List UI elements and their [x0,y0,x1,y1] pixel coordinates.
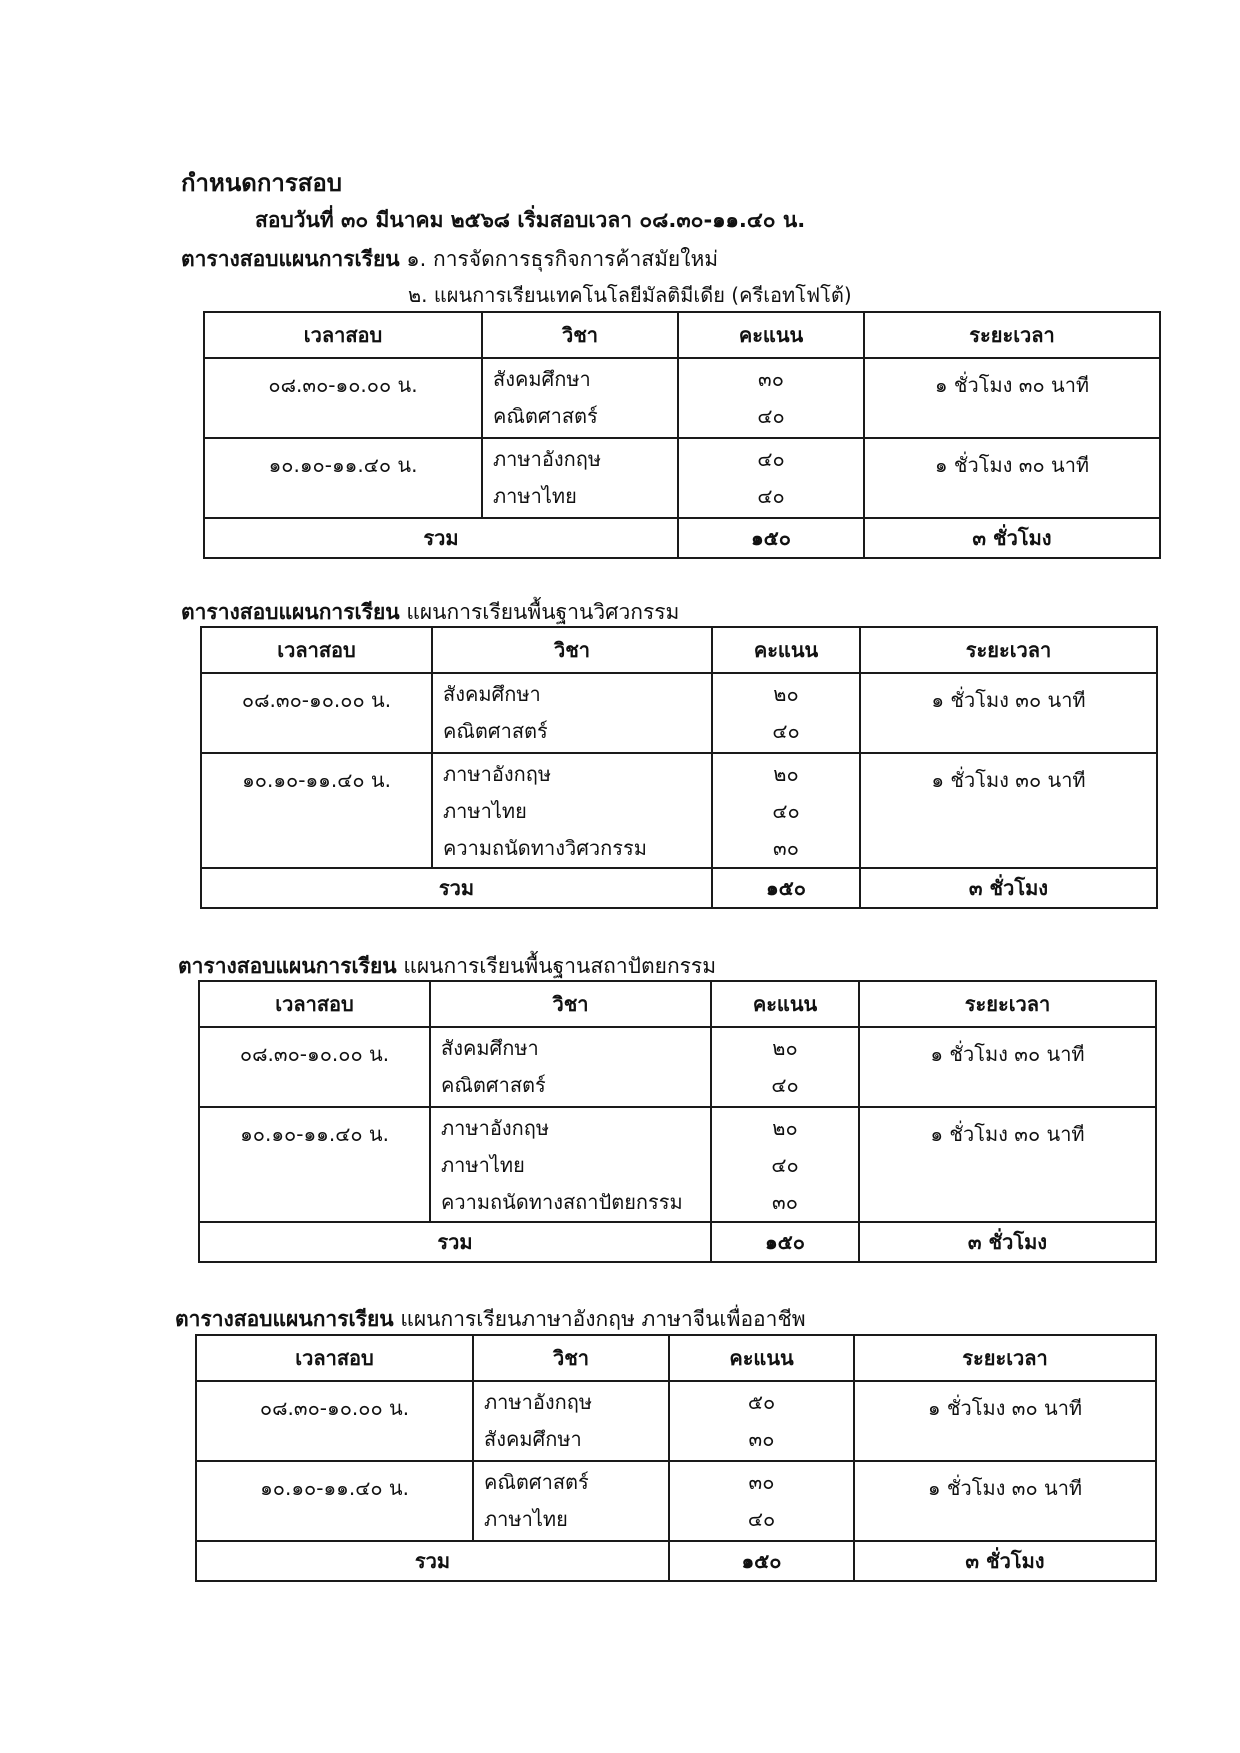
table-header-row [201,627,1157,673]
subject-score: ๒๐ [772,1116,798,1140]
period-time: ๑๐.๑๐-๑๑.๔๐ น. [204,438,482,518]
period-duration: ๑ ชั่วโมง ๓๐ นาที [854,1461,1156,1541]
column-header-subject: วิชา [430,981,711,1027]
column-header-score: คะแนน [711,981,859,1027]
column-header-score: คะแนน [669,1335,854,1381]
subject-list [482,438,678,518]
subject-name: สังคมศึกษา [493,367,591,391]
total-label: รวม [196,1541,669,1581]
section-title-desc: แผนการเรียนภาษาอังกฤษ ภาษาจีนเพื่ออาชีพ [400,1307,806,1331]
column-header-score: คะแนน [678,312,864,358]
subject-list [473,1381,669,1461]
subject-score: ๒๐ [772,1036,798,1060]
period-time: ๐๘.๓๐-๑๐.๐๐ น. [204,358,482,438]
subject-score: ๓๐ [773,836,799,860]
total-score: ๑๕๐ [678,518,864,558]
total-row [199,1222,1156,1262]
section-1-title [181,243,718,276]
section-title-desc: แผนการเรียนพื้นฐานสถาปัตยกรรม [403,954,717,978]
subject-score: ๓๐ [748,1470,775,1494]
subject-name: คณิตศาสตร์ [484,1470,589,1494]
table-row [196,1381,1156,1461]
subject-name: ภาษาไทย [493,484,577,508]
subject-score: ๓๐ [772,1190,798,1214]
table-row [204,358,1160,438]
score-list [711,1027,859,1107]
section-title-prefix: ตารางสอบแผนการเรียน [181,247,400,271]
table-header-row [199,981,1156,1027]
total-label: รวม [201,868,712,908]
subject-score: ๓๐ [748,1427,775,1451]
total-row [196,1541,1156,1581]
table-row [199,1027,1156,1107]
subject-name: คณิตศาสตร์ [493,404,598,428]
subject-list [430,1027,711,1107]
score-list [678,438,864,518]
subject-score: ๔๐ [757,404,785,428]
subject-score: ๔๐ [757,484,785,508]
column-header-duration: ระยะเวลา [854,1335,1156,1381]
total-duration: ๓ ชั่วโมง [854,1541,1156,1581]
total-duration: ๓ ชั่วโมง [859,1222,1156,1262]
section-4-title [175,1303,806,1336]
period-time: ๐๘.๓๐-๑๐.๐๐ น. [199,1027,430,1107]
period-time: ๐๘.๓๐-๑๐.๐๐ น. [196,1381,473,1461]
total-row [201,868,1157,908]
section-title-prefix: ตารางสอบแผนการเรียน [181,600,400,624]
subject-name: ภาษาไทย [443,799,527,823]
table-row [196,1461,1156,1541]
exam-table-2 [200,626,1158,909]
total-score: ๑๕๐ [712,868,860,908]
column-header-duration: ระยะเวลา [860,627,1157,673]
table-row [201,673,1157,753]
score-list [669,1461,854,1541]
subject-score: ๕๐ [747,1390,776,1414]
total-label: รวม [204,518,678,558]
total-duration: ๓ ชั่วโมง [864,518,1160,558]
table-header-row [196,1335,1156,1381]
period-duration: ๑ ชั่วโมง ๓๐ นาที [854,1381,1156,1461]
section-2-title [181,596,679,629]
exam-table-3 [198,980,1157,1263]
section-1-title-line2: ๒. แผนการเรียนเทคโนโลยีมัลติมีเดีย (ครีเอทโฟโต้) [408,283,852,307]
column-header-time: เวลาสอบ [199,981,430,1027]
score-list [669,1381,854,1461]
subject-score: ๒๐ [773,682,799,706]
subject-name: ภาษาอังกฤษ [441,1116,550,1140]
subject-name: สังคมศึกษา [441,1036,539,1060]
subject-name: สังคมศึกษา [484,1427,582,1451]
subject-score: ๔๐ [747,1507,776,1531]
column-header-duration: ระยะเวลา [864,312,1160,358]
section-title-prefix: ตารางสอบแผนการเรียน [175,1307,394,1331]
table-row [204,438,1160,518]
subject-list [473,1461,669,1541]
period-duration: ๑ ชั่วโมง ๓๐ นาที [864,438,1160,518]
subject-name: คณิตศาสตร์ [443,719,548,743]
subject-list [432,753,712,868]
score-list [678,358,864,438]
subject-name: ภาษาไทย [441,1153,525,1177]
period-time: ๑๐.๑๐-๑๑.๔๐ น. [196,1461,473,1541]
section-title-desc: แผนการเรียนพื้นฐานวิศวกรรม [406,600,680,624]
section-3-title [178,950,716,983]
period-time: ๑๐.๑๐-๑๑.๔๐ น. [201,753,432,868]
score-list [712,753,860,868]
subject-score: ๔๐ [757,447,785,471]
period-time: ๐๘.๓๐-๑๐.๐๐ น. [201,673,432,753]
score-list [711,1107,859,1222]
subject-list [430,1107,711,1222]
exam-date-line: สอบวันที่ ๓๐ มีนาคม ๒๕๖๘ เริ่มสอบเวลา ๐๘.๓๐-๑๑.๔๐ น. [255,208,806,232]
subject-name: ภาษาอังกฤษ [493,447,602,471]
period-duration: ๑ ชั่วโมง ๓๐ นาที [859,1027,1156,1107]
total-row [204,518,1160,558]
exam-table-1 [203,311,1161,559]
total-duration: ๓ ชั่วโมง [860,868,1157,908]
exam-table-4 [195,1334,1157,1582]
subject-list [432,673,712,753]
subject-name: ภาษาไทย [484,1507,568,1531]
period-duration: ๑ ชั่วโมง ๓๐ นาที [859,1107,1156,1222]
section-title-desc: ๑. การจัดการธุรกิจการค้าสมัยใหม่ [406,247,719,271]
subject-score: ๒๐ [773,762,799,786]
column-header-subject: วิชา [473,1335,669,1381]
subject-name: ความถนัดทางสถาปัตยกรรม [441,1190,683,1214]
subject-name: ภาษาอังกฤษ [443,762,552,786]
column-header-time: เวลาสอบ [196,1335,473,1381]
column-header-duration: ระยะเวลา [859,981,1156,1027]
score-list [712,673,860,753]
total-score: ๑๕๐ [669,1541,854,1581]
column-header-subject: วิชา [482,312,678,358]
subject-list [482,358,678,438]
subject-score: ๔๐ [772,719,800,743]
table-row [201,753,1157,868]
period-duration: ๑ ชั่วโมง ๓๐ นาที [860,753,1157,868]
column-header-score: คะแนน [712,627,860,673]
period-duration: ๑ ชั่วโมง ๓๐ นาที [864,358,1160,438]
subject-name: ภาษาอังกฤษ [484,1390,593,1414]
period-time: ๑๐.๑๐-๑๑.๔๐ น. [199,1107,430,1222]
subject-score: ๔๐ [772,799,800,823]
table-row [199,1107,1156,1222]
page-heading: กำหนดการสอบ [181,169,343,197]
subject-name: สังคมศึกษา [443,682,541,706]
table-header-row [204,312,1160,358]
section-title-prefix: ตารางสอบแผนการเรียน [178,954,397,978]
subject-name: ความถนัดทางวิศวกรรม [443,836,647,860]
column-header-time: เวลาสอบ [204,312,482,358]
subject-score: ๓๐ [758,367,784,391]
subject-name: คณิตศาสตร์ [441,1073,546,1097]
subject-score: ๔๐ [771,1073,799,1097]
subject-score: ๔๐ [771,1153,799,1177]
period-duration: ๑ ชั่วโมง ๓๐ นาที [860,673,1157,753]
total-score: ๑๕๐ [711,1222,859,1262]
column-header-subject: วิชา [432,627,712,673]
total-label: รวม [199,1222,711,1262]
column-header-time: เวลาสอบ [201,627,432,673]
